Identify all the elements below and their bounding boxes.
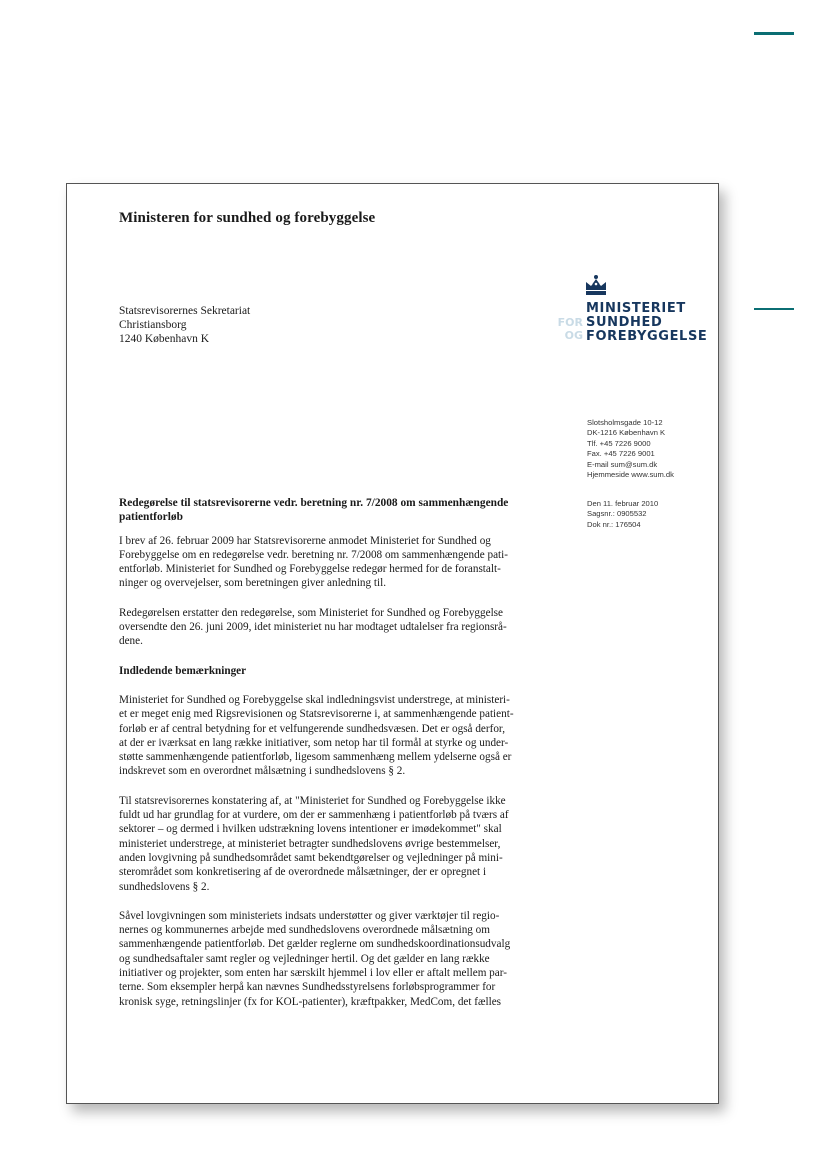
text-line: at der er iværksat en lang række initiativer, som netop har til formål at styrke og under- [119, 736, 509, 749]
subject-line: Redegørelse til statsrevisorerne vedr. beretning nr. 7/2008 om sammenhængende [119, 497, 509, 509]
text-line: og sundhedsaftaler samt regler og vejledninger hertil. Og det gælder en lang række [119, 952, 490, 965]
logo-line-2: SUNDHED [586, 315, 663, 330]
text-line: oversendte den 26. juni 2009, idet ministeriet nu har modtaget udtalelser fra regionsrå- [119, 621, 507, 634]
case-number: Sagsnr.: 0905532 [587, 509, 647, 519]
letter-page [66, 183, 719, 1104]
contact-block [587, 418, 674, 480]
decorative-rule-middle [754, 308, 794, 310]
logo-ghost-line: FOR [557, 316, 583, 329]
text-line: terne. Som eksempler herpå kan nævnes Sundhedsstyrelsens forløbsprogrammer for [119, 981, 496, 994]
text-line: ministeriet understrege, at ministeriet betragter sundhedslovens øvrige bestemmelser, [119, 837, 501, 850]
text-line: et er meget enig med Rigsrevisionen og Statsrevisorerne i, at sammenhængende patient- [119, 708, 514, 721]
text-line: Såvel lovgivningen som ministeriets indsats understøtter og giver værktøjer til regio- [119, 909, 500, 922]
crown-icon [583, 274, 609, 300]
text-line: sterområdet som konkretisering af de overordnede målsætninger, der er opregnet i [119, 866, 487, 879]
text-line: Redegørelsen erstatter den redegørelse, som Ministeriet for Sundhed og Forebyggelse [119, 606, 503, 619]
text-line: sundhedslovens § 2. [119, 880, 210, 893]
text-line: dene. [119, 635, 143, 648]
logo-line-3: FOREBYGGELSE [586, 329, 708, 344]
ministry-logo [547, 274, 707, 354]
paragraph-2 [119, 606, 551, 649]
text-line: Forebyggelse om en redegørelse vedr. beretning nr. 7/2008 om sammenhængende pati- [119, 548, 508, 561]
text-line: indskrevet som en overordnet målsætning i sundhedslovens § 2. [119, 765, 406, 778]
paragraph-1 [119, 534, 551, 591]
section-heading: Indledende bemærkninger [119, 664, 247, 677]
logo-wordmark [586, 302, 707, 344]
contact-line: DK-1216 København K [587, 428, 666, 438]
decorative-rule-top [754, 32, 794, 35]
text-line: fuldt ud har grundlag for at vurdere, om der er sammenhæng i patientforløb på tværs af [119, 809, 509, 822]
contact-line: Slotsholmsgade 10-12 [587, 418, 663, 427]
paragraph-3 [119, 693, 551, 779]
reference-block [587, 499, 658, 530]
document-number: Dok nr.: 176504 [587, 519, 641, 529]
contact-line: Fax. +45 7226 9001 [587, 449, 655, 459]
letter-body [119, 496, 551, 1009]
text-line: initiativer og projekter, som enten har særskilt hjemmel i lov eller er aftalt mellem par- [119, 967, 507, 980]
text-line: Ministeriet for Sundhed og Forebyggelse skal indledningsvist understrege, at ministeri- [119, 693, 510, 706]
contact-line: Hjemmeside www.sum.dk [587, 470, 674, 480]
contact-line: Tlf. +45 7226 9000 [587, 438, 651, 448]
text-line: ninger og overvejelser, som beretningen giver anledning til. [119, 577, 387, 590]
text-line: sammenhængende patientforløb. Det gælder reglerne om sundhedskoordinationsudvalg [119, 938, 511, 951]
text-line: støtte sammenhængende patientforløb, ligesom sammenhæng mellem ydelserne også er [119, 751, 512, 764]
text-line: entforløb. Ministeriet for Sundhed og Forebyggelse redegør hermed for de foranstalt- [119, 563, 501, 576]
logo-line-1: MINISTERIET [586, 301, 686, 316]
paragraph-5 [119, 909, 551, 1009]
date-line: Den 11. februar 2010 [587, 499, 659, 508]
subject-line: patientforløb [119, 511, 183, 524]
recipient-line: Statsrevisorernes Sekretariat [119, 305, 251, 317]
text-line: anden lovgivning på sundhedsområdet samt bekendtgørelser og vejledninger på mini- [119, 851, 503, 864]
text-line: Til statsrevisorernes konstatering af, at "Ministeriet for Sundhed og Forebyggelse ikke [119, 794, 506, 807]
logo-ghost-line: OG [564, 329, 583, 342]
recipient-address [119, 304, 250, 346]
text-line: kronisk syge, retningslinjer (fx for KOL-patienter), kræftpakker, MedCom, det fælles [119, 995, 502, 1008]
recipient-line: 1240 København K [119, 333, 210, 345]
text-line: forløb er af central betydning for et velfungerende sundhedsvæsen. Det er også derfor, [119, 722, 506, 735]
text-line: I brev af 26. februar 2009 har Statsrevisorerne anmodet Ministeriet for Sundhed og [119, 534, 491, 547]
paragraph-4 [119, 794, 551, 894]
contact-line: E-mail sum@sum.dk [587, 459, 658, 469]
logo-ghost-text [547, 316, 583, 342]
letterhead-title: Ministeren for sundhed og forebyggelse [119, 210, 376, 226]
recipient-line: Christiansborg [119, 319, 187, 331]
text-line: nernes og kommunernes arbejde med sundhedslovens overordnede målsætning om [119, 924, 490, 937]
text-line: sektorer – og dermed i hvilken udstrækning lovens intentioner er imødekommet" skal [119, 823, 502, 836]
